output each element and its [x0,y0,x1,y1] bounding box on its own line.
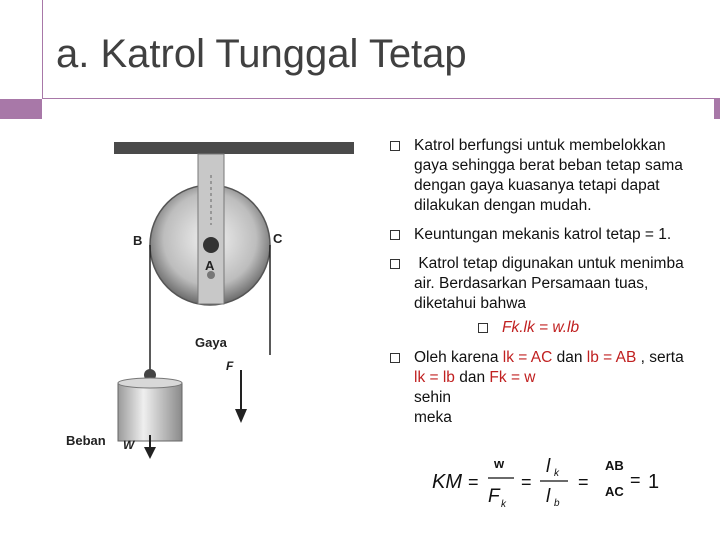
bullet-text: dan [454,369,490,386]
label-c: C [273,231,283,246]
bullet-box-icon [390,141,400,151]
axle [203,237,219,253]
slide-title: a. Katrol Tunggal Tetap [56,32,467,76]
label-b: B [133,233,143,248]
bullet-text: Katrol berfungsi untuk membelokkan gaya sehingga berat beban tetap sama dengan gaya kuasanya tetapi dapat dilakukan dengan mudah. [414,137,683,214]
svg-text:k: k [554,468,559,479]
sub-bullet-formula: Fk.lk = w.lb [502,319,580,336]
bullet-list [390,136,690,437]
svg-text:l: l [546,486,551,507]
bullet-item [390,254,690,314]
bullet-box-icon [390,230,400,240]
label-f: F [226,359,234,373]
svg-text:F: F [488,486,500,507]
svg-text:=: = [521,472,532,492]
label-w: W [123,438,135,452]
pulley-diagram [60,125,380,470]
bullet-text-red: lk = AC [502,349,553,366]
svg-text:l: l [546,456,551,477]
decor-vertical-line [42,0,43,98]
bullet-item [390,225,690,245]
svg-text:k: k [501,499,506,510]
bullet-text: Katrol tetap digunakan untuk menimba air. Berdasarkan Persamaan tuas, diketahui bahwa [414,255,689,312]
bullet-text: Oleh karena [414,349,503,366]
decor-bar-right [714,99,720,119]
bullet-text: dan [552,349,587,366]
decor-bar-left [0,99,42,119]
svg-text:KM: KM [432,471,462,493]
bullet-text: sehin [414,389,452,406]
bullet-text: meka [414,409,452,426]
label-a: A [205,258,215,273]
svg-text:w: w [494,456,505,471]
sub-bullet-item [390,318,690,338]
ceiling-beam [114,142,354,154]
bullet-box-icon [478,323,488,333]
bullet-text-red: lk = lb [414,369,455,386]
bullet-text-red: Fk = w [489,369,536,386]
weight-block [118,383,182,441]
bullet-text-red: lb = AB [586,349,637,366]
svg-text:=: = [630,470,641,490]
label-gaya: Gaya [195,335,227,350]
bullet-item [390,348,690,428]
bullet-text: Keuntungan mekanis katrol tetap = 1. [414,226,672,243]
svg-text:AC: AC [605,484,624,499]
bullet-item [390,136,690,216]
svg-text:=: = [578,472,589,492]
label-beban: Beban [66,433,106,448]
bullet-text: , serta [636,349,684,366]
bullet-box-icon [390,353,400,363]
svg-text:AB: AB [605,458,624,473]
bullet-box-icon [390,259,400,269]
formula-km [428,450,668,516]
svg-text:1: 1 [648,471,660,493]
svg-text:b: b [554,498,560,509]
decor-horizontal-line [42,98,720,99]
svg-text:=: = [468,472,479,492]
